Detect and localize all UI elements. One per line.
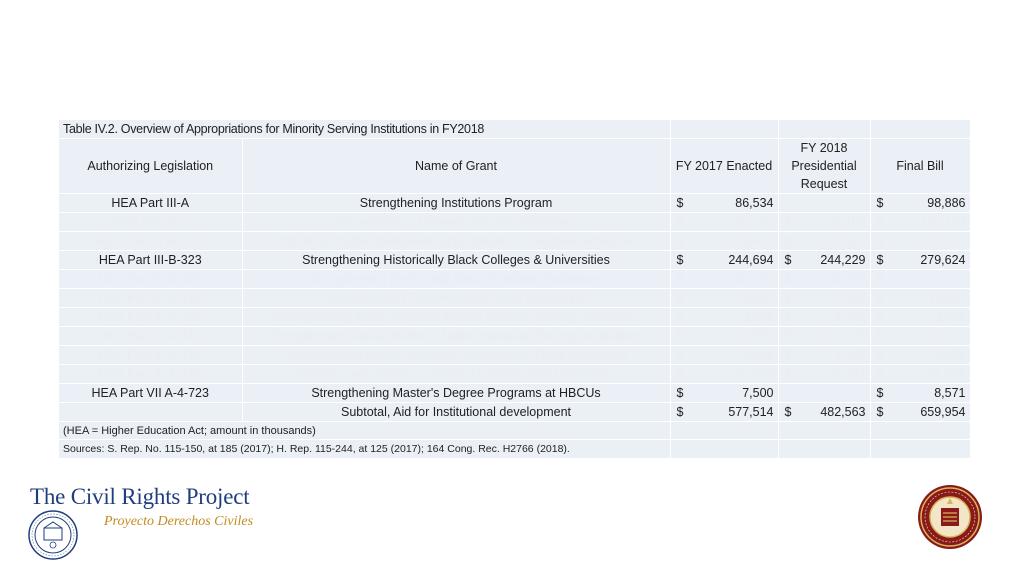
table-note: (HEA = Higher Education Act; amount in thousands)	[59, 422, 670, 440]
cell-grant: Strengthening Tribally Controlled Colleges and Universities	[242, 365, 670, 384]
crp-logo	[30, 484, 254, 529]
cell-legislation: HEA Part III-A-319	[59, 346, 242, 365]
cell-fy2017-amount: 244,694	[728, 253, 774, 267]
cell-final-amount: 31,538	[927, 367, 966, 381]
cell-grant: Strengthening Alaska Native & Native Hawaiian-Serving Institutions	[242, 327, 670, 346]
table-row	[59, 213, 970, 232]
table-row	[59, 232, 970, 251]
subtotal-label: Subtotal, Aid for Institutional development	[242, 403, 670, 422]
cell-legislation: HEA Part V-A	[59, 213, 242, 232]
appropriations-table-container	[59, 120, 970, 459]
cell-fy2017-symbol: $	[676, 253, 684, 267]
subtotal-final-symbol: $	[876, 405, 884, 419]
cell-legislation: HEA Part III-B-326	[59, 270, 242, 289]
cell-fy2017-amount: 7,500	[742, 386, 774, 400]
cell-fy2017-symbol: $	[676, 367, 684, 381]
cell-fy2017-amount: 86,534	[735, 196, 774, 210]
table-row	[59, 365, 970, 384]
cell-final-amount: 3,826	[934, 310, 966, 324]
boston-college-seal-icon	[917, 484, 983, 555]
table-row	[59, 251, 970, 270]
cell-final-amount: 11,361	[928, 291, 966, 305]
cell-final-symbol: $	[876, 196, 884, 210]
cell-fy2017-amount: 9,942	[742, 291, 774, 305]
table-row	[59, 384, 970, 403]
cell-legislation: HEA Part III-B-323	[59, 251, 242, 270]
header-final: Final Bill	[870, 139, 970, 194]
cell-grant: Strengthening Native American-Serving Non-Tribal Institutions	[242, 346, 670, 365]
cell-final-symbol: $	[876, 272, 884, 286]
cell-final-amount: 8,571	[934, 386, 966, 400]
cell-grant: Promoting Postbaccalaureate Opportunities for Hispanic Americans	[242, 232, 670, 251]
cell-grant: Strengthening Historically Black Colleges & Universities	[242, 251, 670, 270]
header-fy2018: FY 2018 Presidential Request	[778, 139, 870, 194]
subtotal-fy2018: 482,563	[820, 405, 866, 419]
cell-fy2017-symbol: $	[676, 386, 684, 400]
cell-final-symbol: $	[876, 234, 884, 248]
cell-fy2018-amount: 9,923	[834, 291, 866, 305]
crp-title: The Civil Rights Project	[30, 484, 250, 509]
cell-grant: Strengthening Historically Black Graduate Institutions	[242, 270, 670, 289]
cell-grant: Strengthening Asian American-Pacific Islander-Serving Institutions	[242, 308, 670, 327]
cell-fy2017-amount: 107,795	[728, 215, 774, 229]
cell-final-amount: 11,052	[928, 234, 966, 248]
cell-fy2018-symbol: $	[784, 272, 792, 286]
cell-fy2018-amount: 9,616	[834, 234, 866, 248]
cell-final-symbol: $	[876, 253, 884, 267]
subtotal-row	[59, 403, 970, 422]
header-grant: Name of Grant	[242, 139, 670, 194]
cell-fy2017-symbol: $	[676, 348, 684, 362]
cell-fy2017-symbol: $	[676, 234, 684, 248]
cell-final-amount: 98,886	[927, 196, 966, 210]
cell-fy2018-symbol: $	[784, 348, 792, 362]
cell-fy2017-amount: 3,348	[742, 348, 774, 362]
cell-grant: Strengthening Institutions Program	[242, 194, 670, 213]
cell-fy2018-amount: 107,100	[820, 215, 866, 229]
cell-final-amount: 3,826	[934, 348, 966, 362]
cell-fy2017-amount: 27,599	[735, 367, 774, 381]
cell-legislation: HEA Part V, Bc 512	[59, 232, 242, 251]
cell-fy2017-symbol: $	[676, 196, 684, 210]
cell-fy2018-amount: 27,547	[827, 367, 866, 381]
subtotal-final: 659,954	[920, 405, 966, 419]
cell-fy2018-amount: 3,342	[834, 310, 866, 324]
cell-final-symbol: $	[876, 291, 884, 305]
cell-final-amount: 15,772	[927, 329, 966, 343]
table-header-row	[59, 139, 970, 194]
table-sources: Sources: S. Rep. No. 115-150, at 185 (2017); H. Rep. 115-244, at 125 (2017); 164 Cong. Rec. H2766 (2018).	[59, 440, 670, 459]
cell-final-symbol: $	[876, 367, 884, 381]
cell-grant: Strengthening Predominantly Black Institutions	[242, 289, 670, 308]
cell-fy2018-symbol: $	[784, 291, 792, 305]
cell-fy2017-symbol: $	[676, 310, 684, 324]
cell-fy2018-amount: 13,776	[827, 329, 866, 343]
cell-final-symbol: $	[876, 310, 884, 324]
cell-legislation: HEA Part III-A-318	[59, 289, 242, 308]
cell-fy2017-amount: 63,281	[735, 272, 774, 286]
cell-final-amount: 123,183	[920, 215, 966, 229]
table-row	[59, 270, 970, 289]
table-row	[59, 194, 970, 213]
table-row	[59, 308, 970, 327]
cell-legislation: HEA Part III-A-317	[59, 327, 242, 346]
header-fy2017: FY 2017 Enacted	[670, 139, 778, 194]
subtotal-fy2018-symbol: $	[784, 405, 792, 419]
cell-fy2018-amount: 244,229	[820, 253, 866, 267]
crp-subtitle: Proyecto Derechos Civiles	[104, 514, 254, 529]
cell-legislation: HEA Part III-A-316	[59, 365, 242, 384]
cell-final-symbol: $	[876, 329, 884, 343]
cell-fy2017-symbol: $	[676, 215, 684, 229]
cell-grant: Strengthening Hispanic-Serving Institutions	[242, 213, 670, 232]
cell-fy2017-symbol: $	[676, 272, 684, 286]
table-row	[59, 289, 970, 308]
cell-fy2017-symbol: $	[676, 291, 684, 305]
cell-fy2017-amount: 9,671	[742, 234, 774, 248]
ucla-seal-icon	[28, 510, 78, 565]
table-row	[59, 327, 970, 346]
cell-fy2018-symbol: $	[784, 310, 792, 324]
cell-legislation: HEA Part VII A-4-723	[59, 384, 242, 403]
table-title: Table IV.2. Overview of Appropriations for Minority Serving Institutions in FY2018	[59, 120, 670, 139]
cell-fy2018-amount: 63,159	[827, 272, 866, 286]
appropriations-table	[59, 120, 971, 459]
cell-fy2017-amount: 13,802	[735, 329, 774, 343]
cell-legislation: HEA Part III-A-320	[59, 308, 242, 327]
cell-fy2018-amount: 3,342	[834, 348, 866, 362]
cell-fy2018-symbol: $	[784, 234, 792, 248]
cell-final-symbol: $	[876, 348, 884, 362]
subtotal-fy2017-symbol: $	[676, 405, 684, 419]
cell-fy2018-symbol: $	[784, 329, 792, 343]
table-row	[59, 346, 970, 365]
header-legislation: Authorizing Legislation	[59, 139, 242, 194]
cell-legislation: HEA Part III-A	[59, 194, 242, 213]
cell-fy2017-symbol: $	[676, 329, 684, 343]
cell-fy2018-symbol: $	[784, 215, 792, 229]
cell-final-symbol: $	[876, 215, 884, 229]
subtotal-fy2017: 577,514	[728, 405, 774, 419]
cell-fy2017-amount: 3,348	[742, 310, 774, 324]
cell-final-amount: 72,314	[927, 272, 966, 286]
cell-final-symbol: $	[876, 386, 884, 400]
cell-fy2018-symbol: $	[784, 253, 792, 267]
cell-grant: Strengthening Master's Degree Programs at HBCUs	[242, 384, 670, 403]
sources-row	[59, 440, 970, 459]
table-title-row	[59, 120, 970, 139]
note-row	[59, 422, 970, 440]
cell-fy2018-symbol: $	[784, 367, 792, 381]
cell-final-amount: 279,624	[920, 253, 966, 267]
